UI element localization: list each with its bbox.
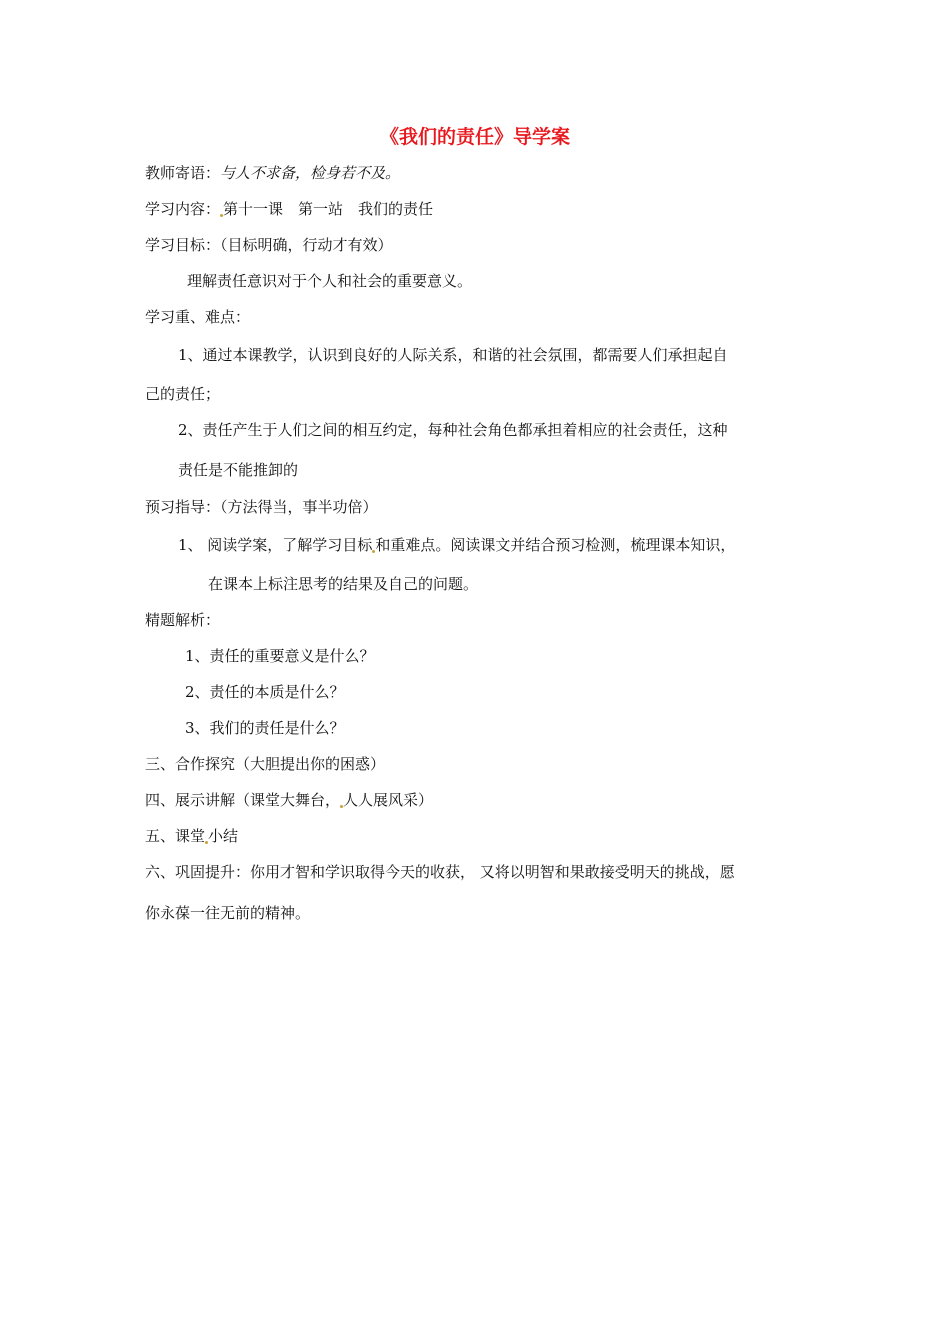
key-points-heading: 学习重、难点： xyxy=(145,308,251,326)
goal-text: 理解责任意识对于个人和社会的重要意义。 xyxy=(187,272,473,290)
key-point-2-line-2: 责任是不能推卸的 xyxy=(178,461,299,479)
content-label: 学习内容： xyxy=(145,200,221,218)
key-point-1-line-1: 1、通过本课教学，认识到良好的人际关系，和谐的社会氛围，都需要人们承担起自 xyxy=(178,346,728,364)
analysis-heading: 精题解析： xyxy=(145,611,221,629)
preview-item-1-part-b: 和重难点。阅读课文并结合预习检测，梳理课本知识， xyxy=(375,536,736,554)
section-5 xyxy=(145,826,238,846)
section-5-part-a: 五、课堂 xyxy=(145,827,206,845)
preview-item-1-line-2: 在课本上标注思考的结果及自己的问题。 xyxy=(208,575,479,593)
section-6-line-2: 你永葆一往无前的精神。 xyxy=(145,904,311,922)
preview-item-1-line-1 xyxy=(178,535,735,555)
motto-line xyxy=(145,163,400,183)
preview-item-1-part-a: 1、 阅读学案，了解学习目标 xyxy=(178,536,373,554)
section-6-line-1: 六、巩固提升：你用才智和学识取得今天的收获， 又将以明智和果敢接受明天的挑战，愿 xyxy=(145,863,735,881)
content-text: 第十一课 第一站 我们的责任 xyxy=(223,200,434,218)
key-point-2-line-1: 2、责任产生于人们之间的相互约定，每种社会角色都承担着相应的社会责任，这种 xyxy=(178,421,728,439)
section-5-part-b: 小结 xyxy=(208,827,239,845)
analysis-question-1: 1、责任的重要意义是什么？ xyxy=(185,647,375,665)
preview-heading: 预习指导：（方法得当，事半功倍） xyxy=(145,498,378,516)
goal-heading: 学习目标：（目标明确，行动才有效） xyxy=(145,236,393,254)
content-line xyxy=(145,199,433,219)
section-3: 三、合作探究（大胆提出你的困惑） xyxy=(145,755,386,773)
motto-label: 教师寄语： xyxy=(145,164,221,182)
section-4 xyxy=(145,790,433,810)
section-4-part-a: 四、展示讲解（课堂大舞台， xyxy=(145,791,341,809)
analysis-question-3: 3、我们的责任是什么？ xyxy=(185,719,345,737)
motto-text: 与人不求备，检身若不及。 xyxy=(220,164,401,182)
key-point-1-line-2: 己的责任； xyxy=(145,385,221,403)
page-title: 《我们的责任》导学案 xyxy=(379,126,570,148)
section-4-part-b: 人人展风采） xyxy=(343,791,434,809)
analysis-question-2: 2、责任的本质是什么？ xyxy=(185,683,345,701)
